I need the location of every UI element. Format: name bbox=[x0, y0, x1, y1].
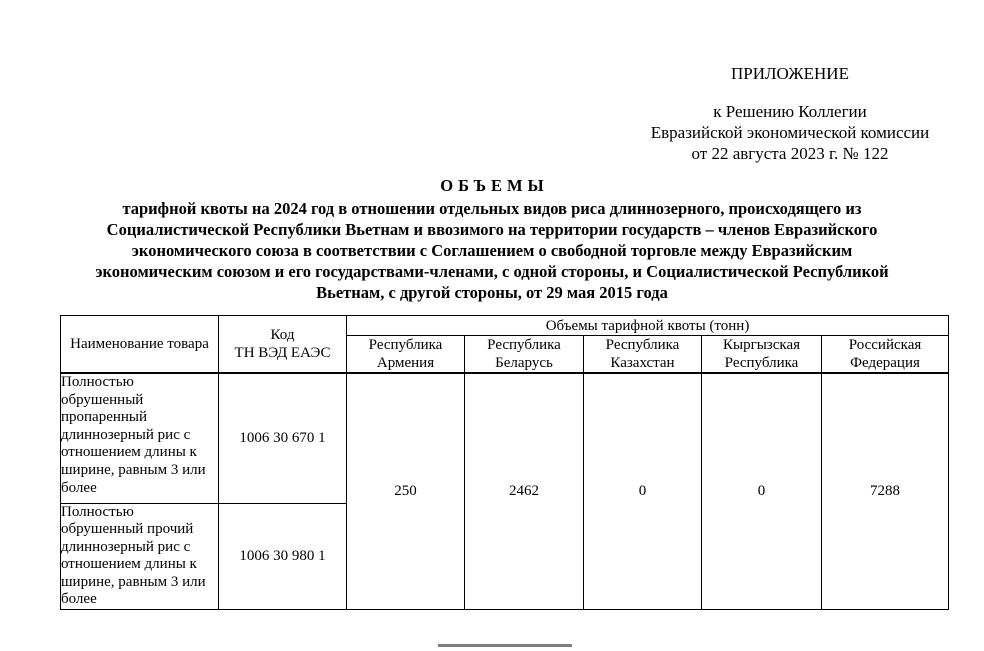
quota-value-cell: 2462 bbox=[465, 373, 584, 610]
product-name-cell: Полностью обрушенный пропаренный длиннозерный рис с отношением длины к ширине, равным 3 или более bbox=[61, 373, 219, 503]
country-header-cell: Российская Федерация bbox=[822, 336, 949, 374]
table-row bbox=[61, 373, 949, 503]
quota-value-cell: 250 bbox=[347, 373, 465, 610]
appendix-block bbox=[630, 63, 950, 164]
appendix-label: ПРИЛОЖЕНИЕ bbox=[731, 64, 849, 83]
country-header-cell: Республика Казахстан bbox=[584, 336, 702, 374]
appendix-ref-line: от 22 августа 2023 г. № 122 bbox=[691, 144, 889, 163]
quota-value-cell: 0 bbox=[702, 373, 822, 610]
product-code-cell: 1006 30 670 1 bbox=[219, 373, 347, 503]
quota-table bbox=[60, 315, 949, 610]
footer-separator-line bbox=[438, 644, 572, 647]
title-line: экономического союза в соответствии с Соглашением о свободной торговле между Евразийским bbox=[131, 241, 853, 260]
title-heading: ОБЪЕМЫ bbox=[440, 176, 549, 195]
product-name-cell: Полностью обрушенный прочий длиннозерный рис с отношением длины к ширине, равным 3 или более bbox=[61, 503, 219, 610]
code-header-line: Код bbox=[270, 327, 295, 343]
document-title bbox=[62, 175, 922, 303]
product-code-cell: 1006 30 980 1 bbox=[219, 503, 347, 610]
title-line: Вьетнам, с другой стороны, от 29 мая 2015 года bbox=[316, 283, 668, 302]
title-line: экономическим союзом и его государствами-членами, с одной стороны, и Социалистической Республикой bbox=[95, 262, 889, 281]
appendix-ref-line: Евразийской экономической комиссии bbox=[650, 123, 930, 142]
quota-value-cell: 0 bbox=[584, 373, 702, 610]
country-header-cell: Республика Беларусь bbox=[465, 336, 584, 374]
quota-value-cell: 7288 bbox=[822, 373, 949, 610]
product-header-cell: Наименование товара bbox=[61, 316, 219, 374]
code-header-cell bbox=[219, 316, 347, 374]
code-header-line: ТН ВЭД ЕАЭС bbox=[234, 345, 331, 361]
country-header-cell: Республика Армения bbox=[347, 336, 465, 374]
appendix-ref-line: к Решению Коллегии bbox=[713, 102, 867, 121]
country-header-cell: Кыргызская Республика bbox=[702, 336, 822, 374]
title-line: тарифной квоты на 2024 год в отношении отдельных видов риса длиннозерного, происходящего из bbox=[122, 199, 862, 218]
title-line: Социалистической Республики Вьетнам и ввозимого на территории государств – членов Евразийского bbox=[106, 220, 878, 239]
quota-group-header-cell: Объемы тарифной квоты (тонн) bbox=[347, 316, 949, 336]
